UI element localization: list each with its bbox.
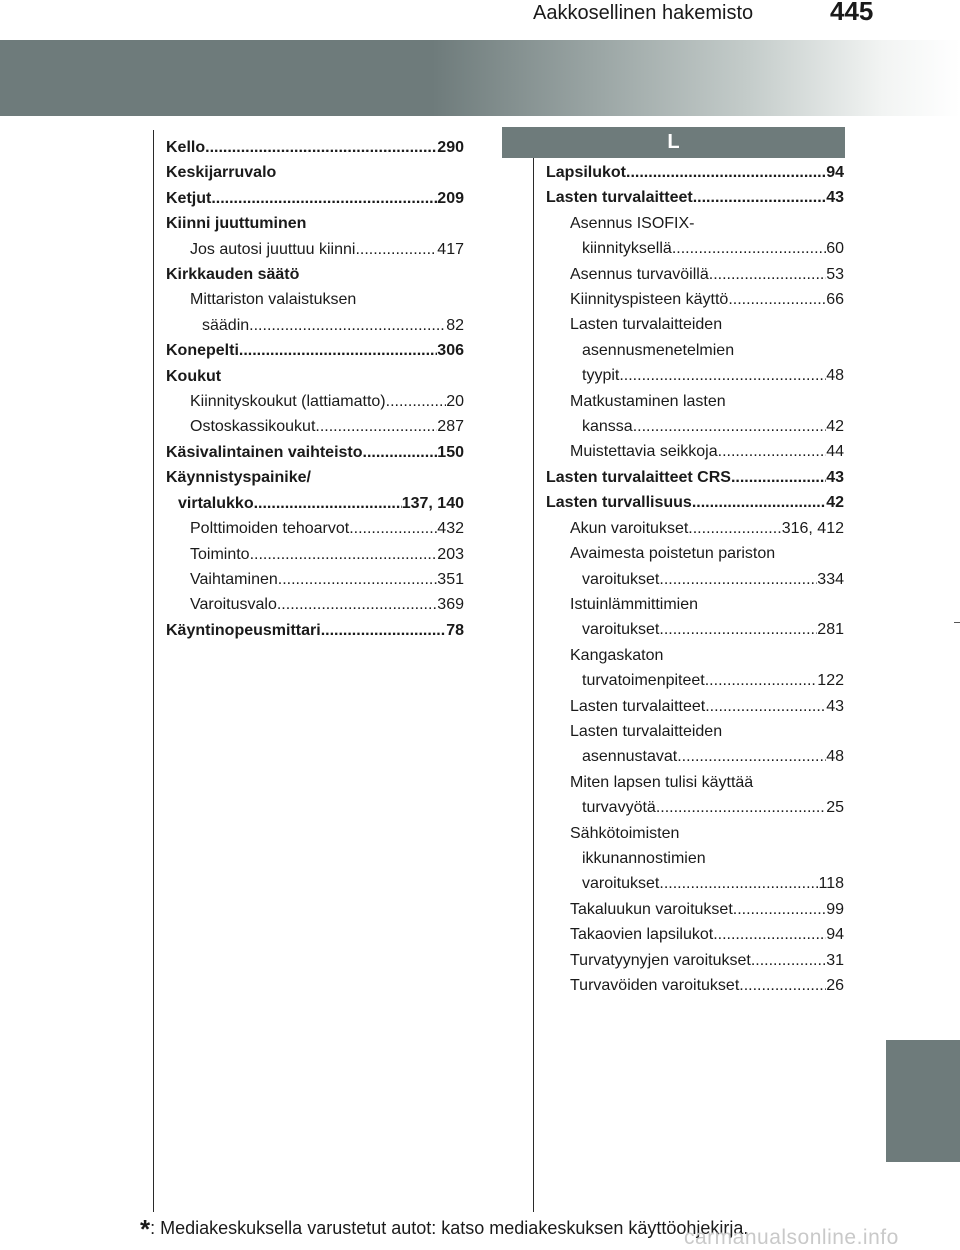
dot-leader (728, 287, 826, 312)
entry-term: Ketjut (166, 189, 212, 207)
index-entry (166, 338, 464, 363)
entry-page: 432 (437, 520, 464, 538)
entry-term: Asennus turvavöillä (570, 265, 709, 283)
index-subheading: Miten lapsen tulisi käyttää (570, 773, 754, 791)
entry-term: tyypit (582, 367, 620, 385)
entry-page: 53 (826, 265, 844, 283)
dot-leader (693, 185, 826, 210)
index-entry (166, 186, 464, 211)
dot-leader (659, 871, 818, 896)
entry-page: 31 (826, 951, 844, 969)
header-title: Aakkosellinen hakemisto (533, 2, 754, 24)
entry-page: 42 (826, 418, 844, 436)
entry-page: 66 (826, 291, 844, 309)
dot-leader (692, 490, 826, 515)
edge-mark (954, 622, 960, 623)
entry-term: Lasten turvalaitteet CRS (546, 468, 731, 486)
dot-leader (250, 542, 438, 567)
top-header (0, 0, 960, 34)
dot-leader (321, 618, 447, 643)
index-column-1 (166, 135, 464, 643)
entry-page: 43 (826, 468, 844, 486)
index-entry (546, 363, 844, 388)
entry-page: 122 (817, 672, 844, 690)
dot-leader (315, 414, 437, 439)
entry-term: Toiminto (190, 545, 250, 563)
entry-term: Turvatyynyjen varoitukset (570, 951, 751, 969)
index-subheading: Kangaskaton (570, 646, 664, 664)
dot-leader (705, 668, 818, 693)
index-entry (166, 135, 464, 160)
index-entry (546, 567, 844, 592)
index-subheading: Asennus ISOFIX- (570, 214, 695, 232)
footnote-star: * (140, 1214, 151, 1244)
entry-term: varoitukset (582, 570, 660, 588)
entry-page: 82 (446, 316, 464, 334)
index-entry (546, 160, 844, 185)
dot-leader (363, 440, 438, 465)
dot-leader (709, 262, 826, 287)
entry-page: 417 (437, 240, 464, 258)
index-entry (166, 237, 464, 262)
entry-page: 281 (817, 621, 844, 639)
index-entry (546, 948, 844, 973)
entry-term: Takaluukun varoitukset (570, 900, 733, 918)
index-entry (546, 897, 844, 922)
index-entry (546, 490, 844, 515)
entry-page: 60 (826, 240, 844, 258)
entry-page: 44 (826, 443, 844, 461)
dot-leader (211, 186, 437, 211)
entry-term: Turvavöiden varoitukset (570, 977, 740, 994)
dot-leader (254, 491, 402, 516)
entry-term: Polttimoiden tehoarvot (190, 520, 350, 538)
dot-leader (626, 160, 826, 185)
entry-term: turvavyötä (582, 799, 656, 817)
entry-page: 48 (826, 367, 844, 385)
header-banner (0, 40, 960, 116)
index-entry (166, 389, 464, 414)
entry-page: 43 (826, 189, 844, 207)
dot-leader (205, 135, 437, 160)
entry-term: Muistettavia seikkoja (570, 443, 718, 461)
index-entry (546, 262, 844, 287)
index-entry (546, 744, 844, 769)
dot-leader (277, 592, 437, 617)
entry-page: 20 (446, 393, 464, 411)
entry-term: Varoitusvalo (190, 596, 277, 614)
index-entry (546, 973, 844, 998)
dot-leader (751, 948, 826, 973)
dot-leader (355, 237, 437, 262)
entry-term: Lasten turvallisuus (546, 494, 692, 512)
index-entry (546, 922, 844, 947)
index-subheading: Avaimesta poistetun pariston (570, 545, 776, 563)
dot-leader (705, 694, 826, 719)
footnote (140, 1214, 748, 1245)
index-entry (166, 592, 464, 617)
entry-page: 42 (826, 494, 844, 512)
entry-term: varoitukset (582, 621, 660, 639)
index-entry (166, 618, 464, 643)
index-entry (546, 668, 844, 693)
entry-term: Takaovien lapsilukot (570, 926, 714, 944)
entry-page: 287 (437, 418, 464, 436)
dot-leader (731, 465, 826, 490)
index-subheading: Sähkötoimisten (570, 824, 680, 842)
index-entry (546, 694, 844, 719)
index-entry (546, 414, 844, 439)
index-subheading: asennusmenetelmien (582, 341, 735, 359)
entry-term: Lasten turvalaitteet (570, 697, 706, 715)
dot-leader (619, 363, 826, 388)
index-entry (166, 516, 464, 541)
index-entry (166, 567, 464, 592)
index-subheading: Istuinlämmittimien (570, 595, 699, 613)
dot-leader (659, 617, 817, 642)
index-entry (166, 491, 464, 516)
index-subheading: Matkustaminen lasten (570, 392, 726, 410)
index-entry (546, 287, 844, 312)
entry-term: varoitukset (582, 875, 660, 893)
index-column-2 (546, 160, 844, 998)
index-entry (546, 185, 844, 210)
page-number: 445 (830, 0, 874, 26)
entry-term: Kiinnityspisteen käyttö (570, 291, 729, 309)
chapter-tab (886, 1040, 960, 1162)
index-entry (546, 236, 844, 261)
section-header-l: L (502, 127, 845, 158)
dot-leader (739, 973, 826, 998)
entry-page: 351 (437, 570, 464, 588)
entry-page: 150 (437, 443, 464, 461)
entry-term: virtalukko (178, 494, 254, 512)
entry-term: kanssa (582, 418, 633, 436)
entry-page: 203 (437, 545, 464, 563)
entry-page: 306 (437, 342, 464, 360)
entry-term: Konepelti (166, 342, 239, 360)
index-heading: Kiinni juuttuminen (166, 215, 307, 233)
entry-page: 25 (826, 799, 844, 817)
index-entry (546, 516, 844, 541)
entry-page: 48 (826, 748, 844, 766)
index-entry (166, 414, 464, 439)
entry-page: 99 (826, 900, 844, 918)
index-entry (546, 617, 844, 642)
entry-term: Käyntinopeusmittari (166, 621, 321, 639)
index-entry (546, 465, 844, 490)
entry-term: Ostoskassikoukut (190, 418, 316, 436)
entry-page: 209 (437, 189, 464, 207)
entry-page: 334 (817, 570, 844, 588)
entry-page: 316, 412 (781, 519, 844, 537)
index-subheading: Lasten turvalaitteiden (570, 722, 723, 740)
dot-leader (672, 236, 826, 261)
index-heading: Koukut (166, 367, 222, 385)
entry-term: Lapsilukot (546, 164, 627, 181)
index-subheading: Lasten turvalaitteiden (570, 316, 723, 334)
index-entry (166, 542, 464, 567)
dot-leader (688, 516, 781, 541)
entry-page: 26 (826, 977, 844, 994)
entry-page: 369 (437, 596, 464, 614)
index-subheading: Mittariston valaistuksen (190, 291, 357, 309)
watermark: carmanualsonline.info (684, 1226, 899, 1249)
entry-page: 94 (826, 164, 844, 181)
entry-page: 118 (818, 875, 844, 893)
entry-term: säädin (202, 316, 250, 334)
index-entry (166, 440, 464, 465)
dot-leader (659, 567, 817, 592)
entry-term: kiinnityksellä (582, 240, 672, 258)
entry-term: Lasten turvalaitteet (546, 189, 693, 207)
column-divider-right (533, 130, 534, 1212)
entry-page: 137, 140 (401, 494, 464, 512)
footnote-text: : Mediakeskuksella varustetut autot: katso mediakeskuksen käyttöohjekirja. (150, 1218, 749, 1238)
dot-leader (349, 516, 437, 541)
entry-term: Kiinnityskoukut (lattiamatto) (190, 393, 386, 411)
entry-term: Käsivalintainen vaihteisto (166, 443, 363, 461)
entry-term: Kello (166, 139, 206, 156)
entry-term: turvatoimenpiteet (582, 672, 705, 690)
index-entry (166, 313, 464, 338)
dot-leader (718, 439, 827, 464)
index-entry (546, 795, 844, 820)
entry-page: 43 (826, 697, 844, 715)
entry-term: Akun varoitukset (570, 519, 689, 537)
entry-page: 94 (826, 926, 844, 944)
column-divider-left (153, 130, 154, 1212)
dot-leader (733, 897, 826, 922)
entry-page: 78 (446, 621, 464, 639)
dot-leader (713, 922, 826, 947)
index-heading: Käynnistyspainike/ (166, 469, 311, 487)
dot-leader (633, 414, 827, 439)
dot-leader (386, 389, 447, 414)
entry-term: Jos autosi juuttuu kiinni (190, 240, 356, 258)
dot-leader (239, 338, 437, 363)
index-entry (546, 439, 844, 464)
index-heading: Keskijarruvalo (166, 164, 277, 182)
dot-leader (677, 744, 826, 769)
index-subheading: ikkunannostimien (582, 849, 706, 867)
dot-leader (249, 313, 446, 338)
index-entry (546, 871, 844, 896)
entry-term: Vaihtaminen (190, 570, 278, 588)
index-heading: Kirkkauden säätö (166, 266, 300, 284)
entry-page: 290 (437, 139, 464, 156)
dot-leader (656, 795, 826, 820)
dot-leader (278, 567, 438, 592)
entry-term: asennustavat (582, 748, 678, 766)
